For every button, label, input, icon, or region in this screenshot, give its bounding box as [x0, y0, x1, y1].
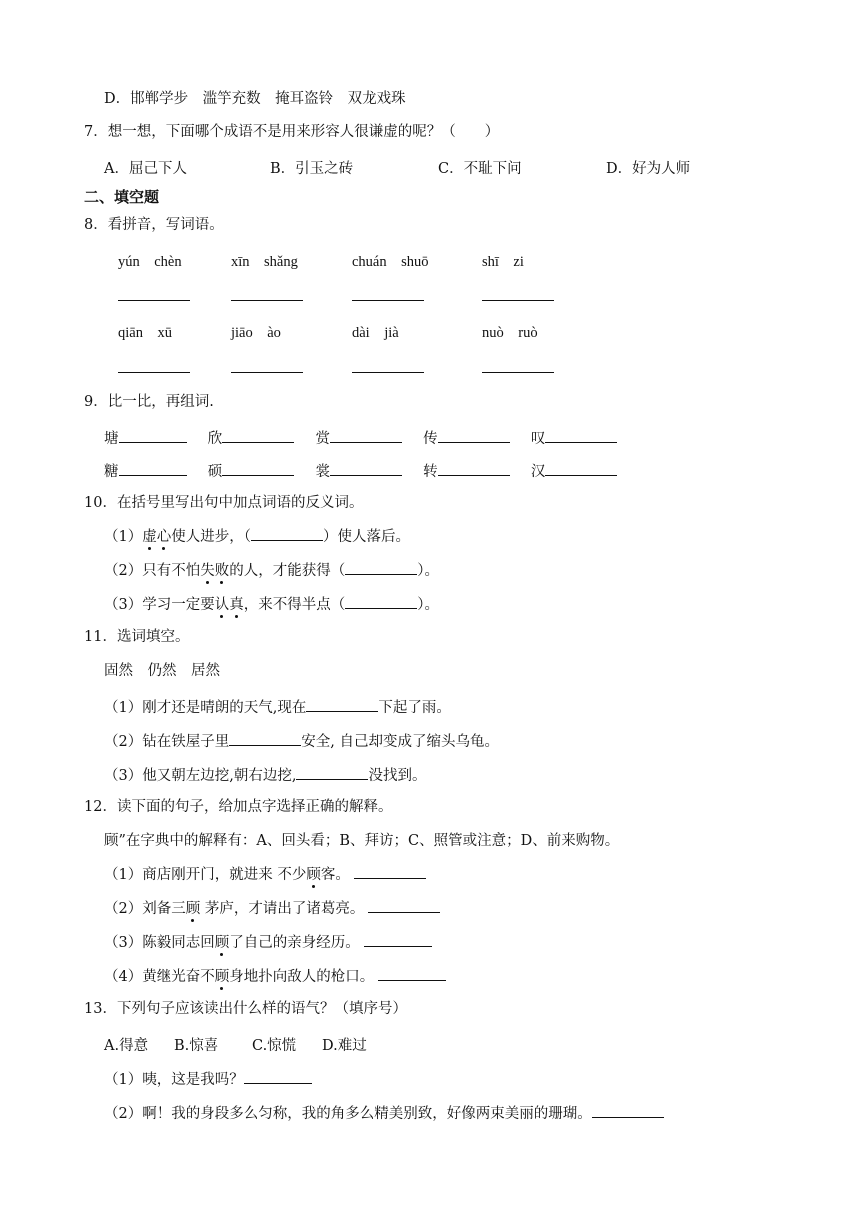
- q11-s1-prefix: （1）刚才还是晴朗的天气,现在: [104, 700, 307, 716]
- q11-blank[interactable]: [229, 729, 301, 746]
- q13-sentence-1: [104, 1067, 312, 1090]
- q9-char: 汉: [530, 464, 546, 480]
- q9-char: 传: [423, 431, 438, 447]
- dotted-char: 败: [214, 563, 230, 579]
- q10-stem: 10．在括号里写出句中加点词语的反义词。: [84, 495, 364, 511]
- q9-char: 欣: [207, 431, 223, 447]
- q13-sentence-2: [104, 1101, 664, 1124]
- q8-answer-blank[interactable]: [352, 284, 424, 301]
- q8-answer-blank[interactable]: [352, 356, 424, 373]
- dotted-char: 顾: [306, 867, 321, 883]
- dotted-char: 心: [156, 529, 172, 545]
- q10-s1-suffix: ）使人落后。: [322, 529, 410, 545]
- q12-sentence-3: [104, 930, 432, 953]
- q9-row-1: [104, 426, 617, 449]
- q12-s1-prefix: （1）商店刚开门，就进来 不少: [104, 867, 307, 883]
- q13-option-b: B.惊喜: [174, 1038, 219, 1054]
- q12-blank[interactable]: [378, 964, 446, 981]
- q12-s3-suffix: 了自己的亲身经历。: [229, 935, 360, 951]
- q13-blank[interactable]: [244, 1067, 312, 1084]
- q9-blank[interactable]: [438, 459, 510, 476]
- q8-pinyin-5: qiān xū: [118, 325, 172, 341]
- q12-s4-suffix: 身地扑向敌人的枪口。: [229, 969, 375, 985]
- q8-pinyin-2: xīn shǎng: [231, 254, 298, 270]
- q8-answer-blank[interactable]: [118, 284, 190, 301]
- q6-option-d: D．邯郸学步 滥竽充数 掩耳盗铃 双龙戏珠: [104, 91, 406, 107]
- q11-s2-prefix: （2）钻在铁屋子里: [104, 734, 230, 750]
- q10-s3-suffix: ）。: [417, 597, 439, 613]
- q9-stem: 9．比一比，再组词.: [84, 394, 214, 410]
- q13-s1-text: （1）咦，这是我吗？: [104, 1072, 244, 1088]
- q7-option-c: C．不耻下问: [438, 161, 522, 177]
- q9-blank[interactable]: [330, 459, 402, 476]
- q13-option-c: C.惊慌: [252, 1038, 297, 1054]
- q12-s3-prefix: （3）陈毅同志回: [104, 935, 215, 951]
- q10-s2-suffix: ）。: [417, 563, 439, 579]
- q12-s4-prefix: （4）黄继光奋不: [104, 969, 215, 985]
- q10-s3-prefix: （3）学习一定要: [104, 597, 215, 613]
- q9-char: 糖: [104, 464, 119, 480]
- q11-s3-prefix: （3）他又朝左边挖,朝右边挖,: [104, 768, 297, 784]
- q9-char: 转: [423, 464, 438, 480]
- q10-sentence-3: [104, 592, 439, 615]
- q7-option-b: B．引玉之砖: [270, 161, 354, 177]
- q9-blank[interactable]: [545, 426, 617, 443]
- q12-sentence-2: [104, 896, 440, 919]
- q10-blank[interactable]: [345, 558, 417, 575]
- q8-answer-blank[interactable]: [482, 356, 554, 373]
- q12-stem: 12．读下面的句子，给加点字选择正确的解释。: [84, 799, 393, 815]
- q9-blank[interactable]: [330, 426, 402, 443]
- q8-stem: 8．看拼音，写词语。: [84, 217, 224, 233]
- q8-pinyin-3: chuán shuō: [352, 254, 429, 270]
- q12-sentence-1: [104, 862, 426, 885]
- q9-char: 硕: [207, 464, 223, 480]
- q11-stem: 11．选词填空。: [84, 629, 190, 645]
- q9-char: 塘: [104, 431, 119, 447]
- q9-blank[interactable]: [545, 459, 617, 476]
- q10-sentence-1: [104, 524, 410, 547]
- q8-pinyin-7: dài jià: [352, 325, 399, 341]
- q10-s2-prefix: （2）只有不怕: [104, 563, 201, 579]
- q12-definition: 顾”在字典中的解释有：A、回头看；B、拜访；C、照管或注意；D、前来购物。: [104, 833, 620, 849]
- q10-s1-prefix: （1）: [104, 529, 143, 545]
- q11-sentence-3: [104, 763, 426, 786]
- q8-pinyin-8: nuò ruò: [482, 325, 538, 341]
- q7-option-d: D．好为人师: [606, 161, 691, 177]
- q12-blank[interactable]: [364, 930, 432, 947]
- q13-s2-text: （2）啊！我的身段多么匀称，我的角多么精美别致，好像两束美丽的珊瑚。: [104, 1106, 592, 1122]
- q10-s3-mid: ，来不得半点（: [243, 597, 346, 613]
- q10-s1-mid: 使人进步，（: [171, 529, 251, 545]
- dotted-char: 真: [229, 597, 244, 613]
- dotted-char: 失: [200, 563, 215, 579]
- q12-s1-suffix: 客。: [320, 867, 350, 883]
- q11-s1-suffix: 下起了雨。: [378, 700, 451, 716]
- q9-char: 赏: [315, 431, 330, 447]
- q7-option-a: A．屈己下人: [104, 161, 187, 177]
- q9-blank[interactable]: [119, 459, 187, 476]
- q12-s2-prefix: （2）刘备三: [104, 901, 186, 917]
- q12-blank[interactable]: [368, 896, 440, 913]
- dotted-char: 虚: [142, 529, 157, 545]
- q11-sentence-2: [104, 729, 499, 752]
- q9-char: 裳: [315, 464, 330, 480]
- q8-pinyin-4: shī zi: [482, 254, 524, 270]
- q13-stem: 13．下列句子应该读出什么样的语气？（填序号）: [84, 1001, 407, 1017]
- q13-option-d: D.难过: [322, 1038, 367, 1054]
- q12-blank[interactable]: [354, 862, 426, 879]
- q11-blank[interactable]: [306, 695, 378, 712]
- q9-blank[interactable]: [222, 459, 294, 476]
- q8-answer-blank[interactable]: [482, 284, 554, 301]
- q12-sentence-4: [104, 964, 446, 987]
- q8-pinyin-6: jiāo ào: [231, 325, 281, 341]
- q10-blank[interactable]: [345, 592, 417, 609]
- q10-s2-mid: 的人，才能获得（: [229, 563, 346, 579]
- dotted-char: 顾: [214, 935, 230, 951]
- q11-s2-suffix: 安全, 自己却变成了缩头乌龟。: [301, 734, 499, 750]
- q9-blank[interactable]: [438, 426, 510, 443]
- q13-blank[interactable]: [592, 1101, 664, 1118]
- q11-sentence-1: [104, 695, 451, 718]
- q12-s2-suffix: 茅庐，才请出了诸葛亮。: [200, 901, 365, 917]
- q9-blank[interactable]: [119, 426, 187, 443]
- q11-word-bank: 固然 仍然 居然: [104, 663, 220, 679]
- q8-answer-blank[interactable]: [231, 356, 303, 373]
- q9-row-2: [104, 459, 617, 482]
- q9-char: 叹: [530, 431, 546, 447]
- q13-option-a: A.得意: [104, 1038, 149, 1054]
- section-title: 二、填空题: [84, 188, 160, 206]
- q10-sentence-2: [104, 558, 439, 581]
- q10-blank[interactable]: [251, 524, 323, 541]
- q8-pinyin-1: yún chèn: [118, 254, 182, 270]
- dotted-char: 认: [214, 597, 230, 613]
- q8-answer-blank[interactable]: [231, 284, 303, 301]
- q7-stem: 7．想一想，下面哪个成语不是用来形容人很谦虚的呢？（ ）: [84, 124, 500, 140]
- q8-answer-blank[interactable]: [118, 356, 190, 373]
- q11-s3-suffix: 没找到。: [368, 768, 427, 784]
- dotted-char: 顾: [185, 901, 201, 917]
- q11-blank[interactable]: [296, 763, 368, 780]
- q9-blank[interactable]: [222, 426, 294, 443]
- dotted-char: 顾: [214, 969, 230, 985]
